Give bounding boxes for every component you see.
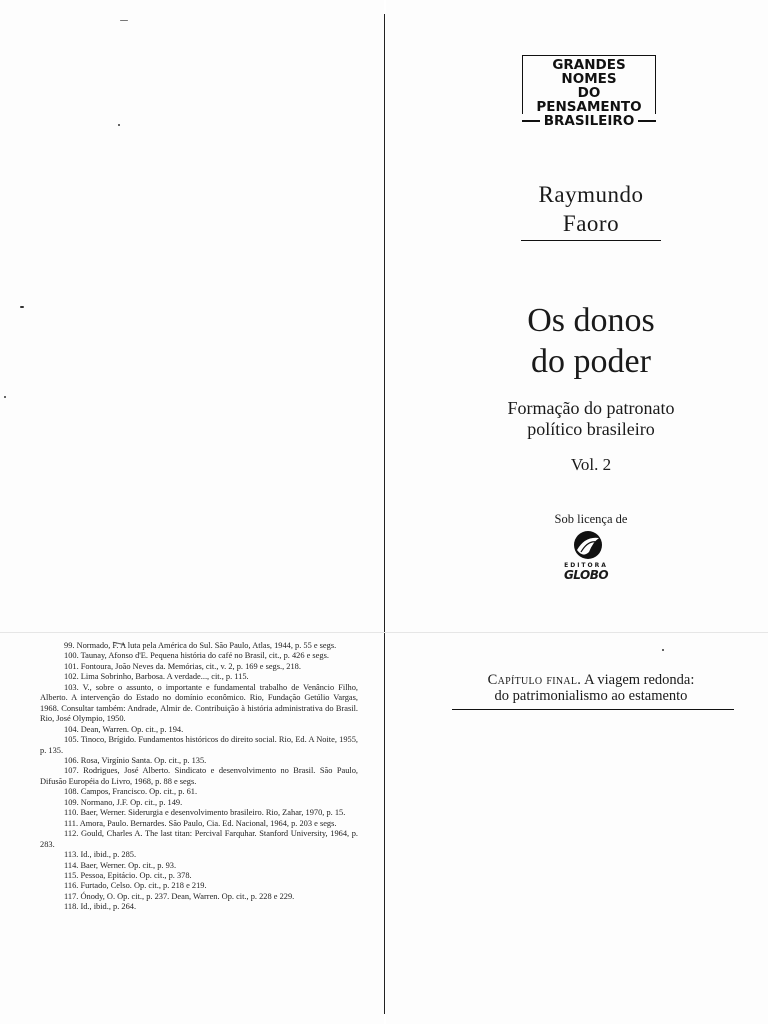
- note-item: [40, 798, 358, 808]
- note-number: 109.: [64, 797, 79, 807]
- title-line-2: do poder: [531, 343, 651, 380]
- notes-list: [40, 641, 358, 913]
- series-line-2: DO PENSAMENTO: [536, 85, 642, 115]
- note-text: Normado, F. A luta pela América do Sul. São Paulo, Atlas, 1944, p. 55 e segs.: [76, 641, 337, 650]
- note-number: 100.: [64, 651, 79, 661]
- note-number: 114.: [64, 860, 79, 870]
- scan-speck: [662, 649, 664, 651]
- note-item: [40, 725, 358, 735]
- note-item: [40, 756, 358, 766]
- note-number: 118.: [64, 902, 79, 912]
- note-text: Taunay, Afonso d'E. Pequena história do café no Brasil, cit., p. 426 e segs.: [80, 651, 329, 661]
- note-item: [40, 683, 358, 725]
- scan-speck: [20, 306, 24, 308]
- note-number: 103.: [64, 682, 79, 692]
- chapter-title-line-1: A viagem redonda:: [584, 672, 695, 688]
- volume-label: Vol. 2: [570, 455, 612, 474]
- notes-page: [0, 633, 384, 1024]
- publisher-logo-name: GLOBO: [563, 568, 609, 582]
- license-text: Sob licença de: [554, 512, 628, 526]
- note-number: 108.: [64, 787, 79, 797]
- note-number: 101.: [64, 661, 79, 671]
- chapter-heading: [448, 672, 734, 704]
- note-text: Fontoura, João Neves da. Memórias, cit., v. 2, p. 169 e segs., 218.: [80, 661, 301, 671]
- note-item: [40, 871, 358, 881]
- note-item: [40, 881, 358, 891]
- subtitle-line-1: Formação do patronato: [507, 398, 675, 418]
- note-text: Baer, Werner. Siderurgia e desenvolvimento brasileiro. Rio, Zahar, 1970, p. 15.: [80, 808, 346, 818]
- chapter-label: Capítulo final.: [487, 672, 582, 688]
- note-item: [40, 735, 358, 756]
- note-text: V., sobre o assunto, o importante e fundamental trabalho de Venâncio Filho, Alberto. A intervenção do Estado no domínio econômico. Rio, Fundação Getúlio Vargas, 1968. Consultar também: Andrade, Almir de. Contribuição à história administrativa do Brasil. Rio, José Olympio, 1950.: [40, 682, 358, 724]
- blank-page-top-left: [0, 0, 384, 632]
- note-number: 117.: [64, 891, 79, 901]
- note-item: [40, 829, 358, 850]
- note-item: [40, 819, 358, 829]
- page-gutter-line: [384, 14, 385, 1014]
- note-text: Lima Sobrinho, Barbosa. A verdade..., cit., p. 115.: [80, 672, 249, 682]
- note-number: 116.: [64, 881, 79, 891]
- note-text: Ónody, O. Op. cit., p. 237. Dean, Warren. Op. cit., p. 228 e 229.: [80, 891, 295, 901]
- note-text: Baer, Werner. Op. cit., p. 93.: [80, 860, 177, 870]
- chapter-title-line-2: do patrimonialismo ao estamento: [494, 688, 688, 704]
- note-text: Pessoa, Epitácio. Op. cit., p. 378.: [80, 870, 192, 880]
- note-item: [40, 861, 358, 871]
- note-text: Normano, J.F. Op. cit., p. 149.: [80, 797, 183, 807]
- series-line-3: BRASILEIRO: [543, 113, 635, 129]
- note-number: 110.: [64, 808, 79, 818]
- note-number: 99.: [64, 641, 75, 650]
- note-number: 104.: [64, 724, 79, 734]
- chapter-page: [386, 633, 768, 1024]
- note-text: Gould, Charles A. The last titan: Percival Farquhar. Stanford University, 1964, p. 283.: [40, 829, 358, 849]
- note-number: 102.: [64, 672, 79, 682]
- series-rule-left: [522, 120, 540, 122]
- note-item: [40, 892, 358, 902]
- note-text: Tinoco, Brígido. Fundamentos históricos do direito social. Rio, Ed. A Noite, 1955, p. 135.: [40, 735, 358, 755]
- series-line-1: GRANDES NOMES: [552, 57, 626, 87]
- note-text: Amora, Paulo. Bernardes. São Paulo, Cia. Ed. Nacional, 1964, p. 203 e segs.: [79, 818, 337, 828]
- note-number: 112.: [64, 829, 79, 839]
- note-text: Rodrigues, José Alberto. Sindicato e desenvolvimento no Brasil. São Paulo, Difusão Européia do Livro, 1968, p. 88 e segs.: [40, 766, 359, 786]
- note-text: Dean, Warren. Op. cit., p. 194.: [80, 724, 184, 734]
- note-item: [40, 850, 358, 860]
- note-text: Furtado, Celso. Op. cit., p. 218 e 219.: [80, 881, 207, 891]
- note-number: 105.: [64, 735, 79, 745]
- note-item: [40, 651, 358, 661]
- publisher-logo-top: EDITORA: [564, 562, 608, 569]
- note-item: [40, 662, 358, 672]
- note-item: [40, 672, 358, 682]
- title-line-1: Os donos: [527, 302, 655, 339]
- subtitle-line-2: político brasileiro: [527, 419, 655, 439]
- note-text: Id., ibid., p. 285.: [80, 850, 137, 860]
- note-number: 115.: [64, 870, 79, 880]
- note-number: 107.: [64, 766, 79, 776]
- scan-speck: [4, 396, 6, 398]
- note-text: Id., ibid., p. 264.: [80, 902, 137, 912]
- note-item: [40, 787, 358, 797]
- author-last-name: Faoro: [562, 211, 620, 236]
- cover-page: [386, 0, 768, 632]
- series-logo: [522, 55, 656, 128]
- note-item: [40, 641, 358, 651]
- note-item: [40, 766, 358, 787]
- note-item: [40, 902, 358, 912]
- author-name: [506, 180, 676, 238]
- note-item: [40, 808, 358, 818]
- book-subtitle: [476, 398, 706, 440]
- book-title: [476, 300, 706, 382]
- author-underline: [521, 240, 661, 241]
- scan-speck: [120, 20, 128, 21]
- note-number: 106.: [64, 755, 79, 765]
- author-first-name: Raymundo: [538, 182, 644, 207]
- note-text: Rosa, Virgínio Santa. Op. cit., p. 135.: [80, 755, 207, 765]
- note-number: 113.: [64, 850, 79, 860]
- note-number: 111.: [64, 818, 79, 828]
- chapter-rule: [452, 709, 734, 710]
- series-rule-right: [638, 120, 656, 122]
- note-text: Campos, Francisco. Op. cit., p. 61.: [80, 787, 198, 797]
- scan-speck: [118, 124, 120, 126]
